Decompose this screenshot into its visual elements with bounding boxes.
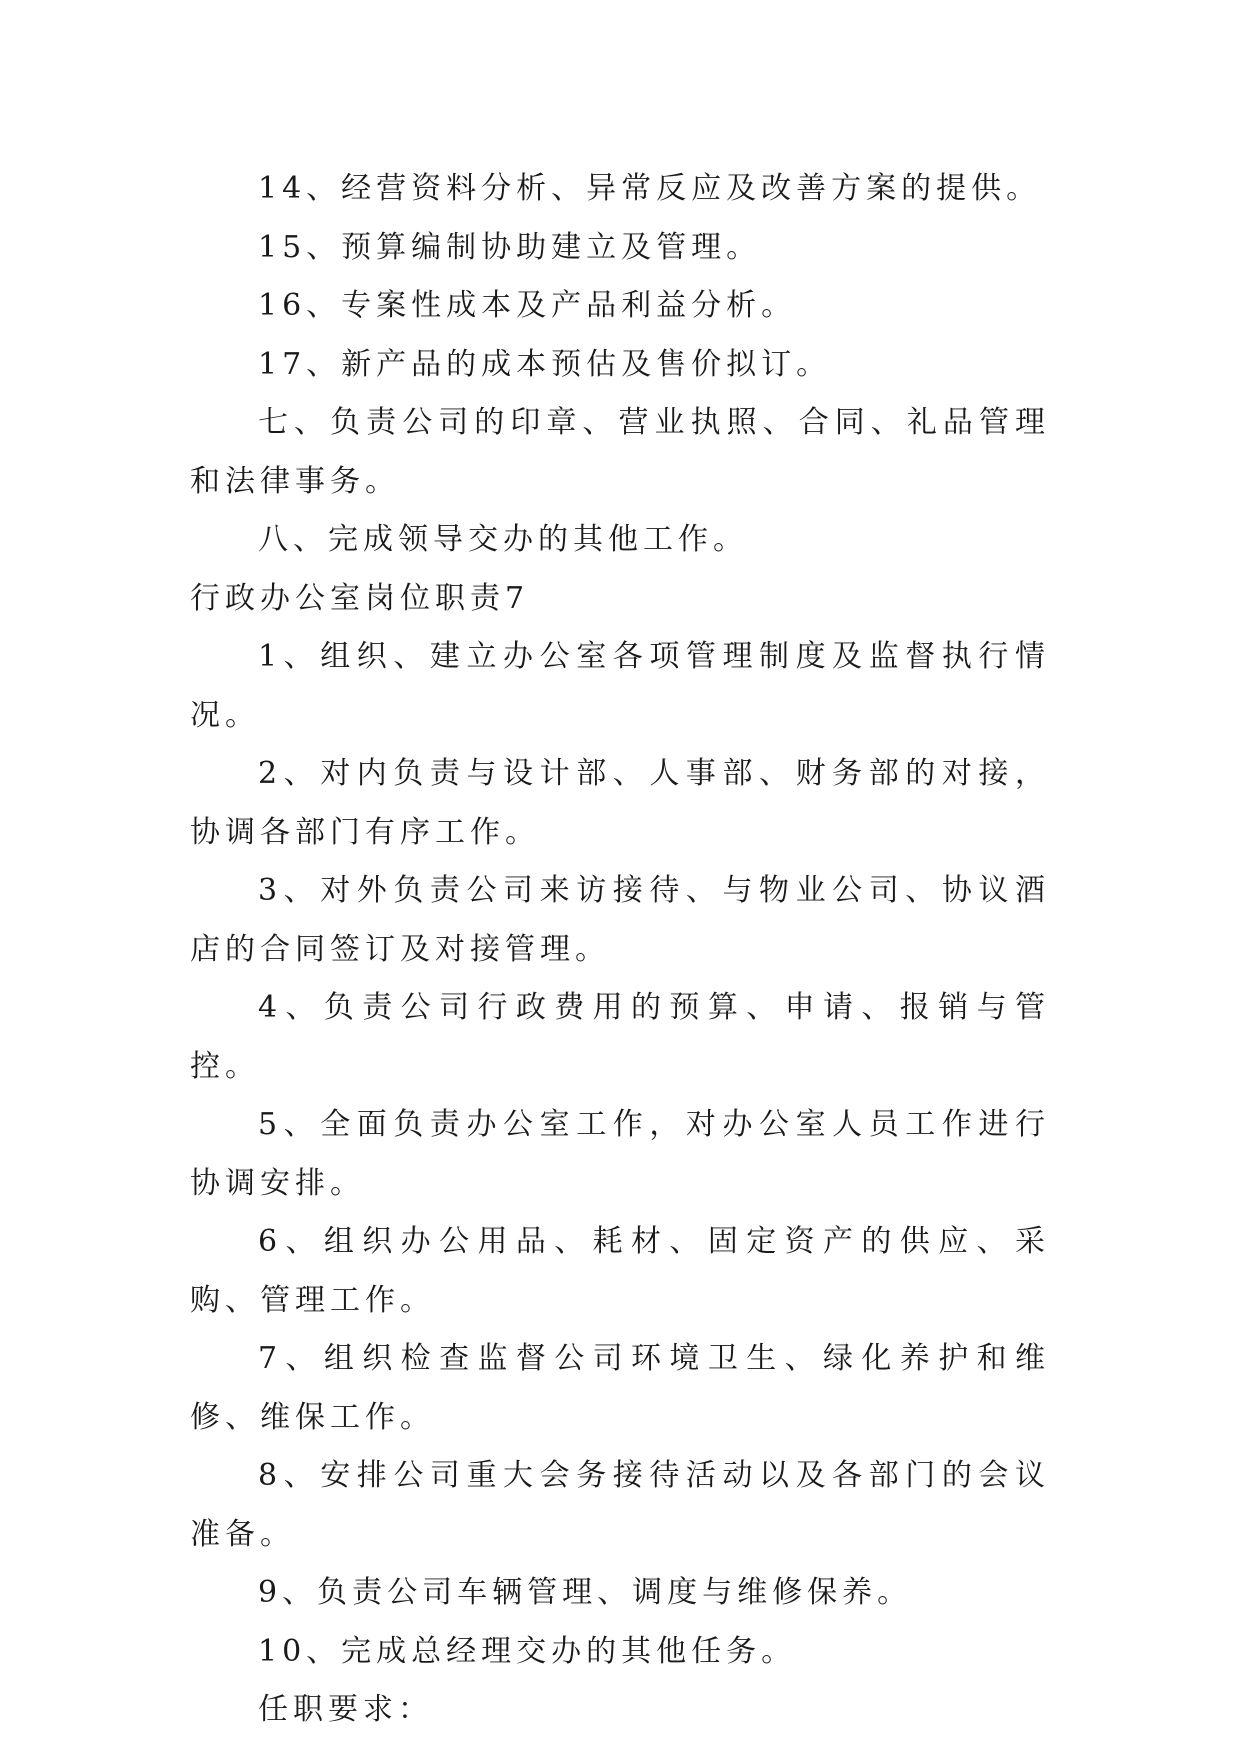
- paragraph-item-16: 16、专案性成本及产品利益分析。: [258, 288, 797, 323]
- duty-item-9: 9、负责公司车辆管理、调度与维修保养。: [258, 1575, 913, 1610]
- section-heading: 行政办公室岗位职责7: [190, 580, 530, 616]
- paragraph-item-15: 15、预算编制协助建立及管理。: [258, 229, 762, 265]
- paragraph-section-8: 八、完成领导交办的其他工作。: [258, 522, 748, 557]
- duty-item-3: 3、对外负责公司来访接待、与物业公司、协议酒店的合同签订及对接管理。: [190, 873, 1050, 967]
- duty-item-4: 4、负责公司行政费用的预算、申请、报销与管控。: [190, 990, 1050, 1084]
- duty-item-8: 8、安排公司重大会务接待活动以及各部门的会议准备。: [190, 1458, 1050, 1552]
- duty-item-1: 1、组织、建立办公室各项管理制度及监督执行情况。: [190, 639, 1050, 733]
- duty-item-2: 2、对内负责与设计部、人事部、财务部的对接，协调各部门有序工作。: [190, 756, 1050, 850]
- duty-item-7: 7、组织检查监督公司环境卫生、绿化养护和维修、维保工作。: [190, 1341, 1050, 1435]
- duty-item-10: 10、完成总经理交办的其他任务。: [258, 1633, 797, 1669]
- paragraph-item-17: 17、新产品的成本预估及售价拟订。: [258, 346, 832, 382]
- duty-item-6: 6、组织办公用品、耗材、固定资产的供应、采购、管理工作。: [190, 1224, 1050, 1318]
- document-body: [190, 160, 1050, 1740]
- paragraph-section-7: 七、负责公司的印章、营业执照、合同、礼品管理和法律事务。: [190, 405, 1050, 499]
- paragraph-item-14: 14、经营资料分析、异常反应及改善方案的提供。: [258, 171, 1042, 206]
- requirements-label: 任职要求：: [258, 1692, 433, 1727]
- duty-item-5: 5、全面负责办公室工作，对办公室人员工作进行协调安排。: [190, 1107, 1050, 1201]
